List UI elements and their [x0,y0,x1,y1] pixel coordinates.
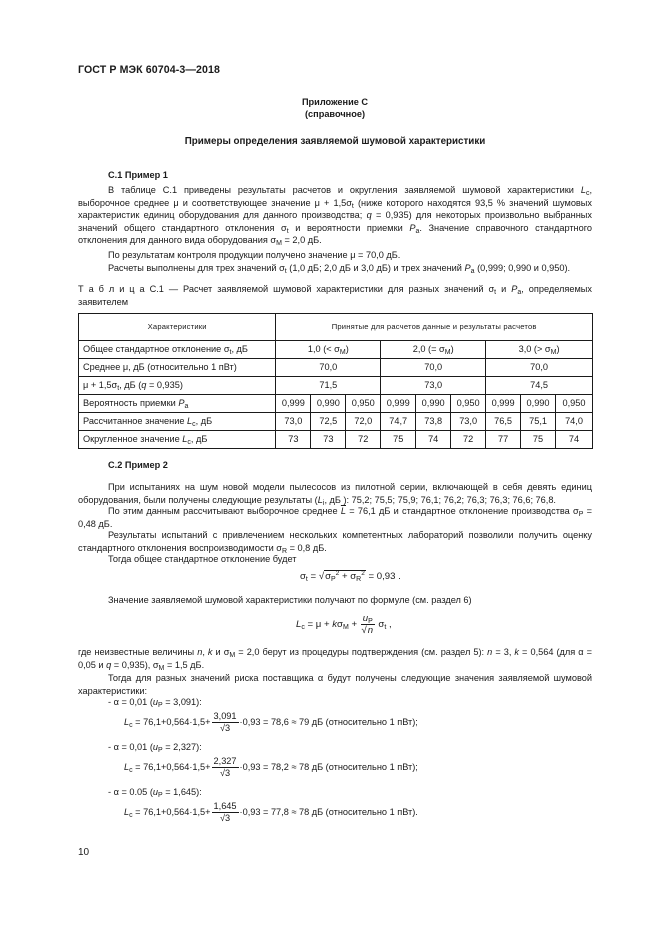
section-2-paragraph-2: По этим данным рассчитывают выборочное среднее $\overline{L} = 76,1$ дБ и стандартное отклонение производства $\sigma_P = 0,48$ дБ. [78,506,592,529]
table-cell: 1,0 (< $\sigma_M$) [276,341,381,359]
table-cell: 75,1 [521,413,556,431]
section-2-paragraph-7: Тогда для разных значений риска поставщика α будут получены следующие значения заявляемой шумовой характеристики: [78,673,592,696]
table-cell: 0,990 [521,395,556,413]
table-cell: 72 [451,431,486,449]
table-cell: 0,990 [311,395,346,413]
table-cell: 73,8 [416,413,451,431]
case-1-formula: $L_c = 76,1+0,564\cdot 1,5+$ $\frac{3,091}{√3}$ ·0,93 = 78,6 ≈ 79 дБ (относительно 1 пВт); [124,711,418,733]
formula-total-sigma: $\sigma_t = √\sigma_P^2 + \sigma_R^2 = 0,93$ . [300,570,401,583]
table-header-row [79,314,593,341]
section-1-title: С.1 Пример 1 [108,170,168,180]
table-row-label: Среднее μ, дБ (относительно 1 пВт) [79,359,276,377]
formula-declared-value: $L_c = \mu + k\sigma_M$ + $\frac{u_P}{√n}$ $\sigma_t$ , [296,613,392,636]
case-2-label: - α = 0,01 $(u_P = 2,327)$: [108,742,202,754]
table-cell: 0,950 [451,395,486,413]
table-row [79,413,593,431]
table-row-label: Округленное значение $L_c$, дБ [79,431,276,449]
table-cell: 75 [521,431,556,449]
appendix-heading: Примеры определения заявляемой шумовой характеристики [184,136,486,147]
table-cell: 70,0 [486,359,593,377]
table-row-label: $\mu + 1,5\sigma_t$, дБ (q = 0,935) [79,377,276,395]
table-row [79,341,593,359]
table-cell: 0,999 [276,395,311,413]
fraction: $\frac{2,327}{√3}$ [213,756,237,778]
sqrt-symbol: $√\sigma_P^2 + \sigma_R^2$ [318,570,365,583]
section-1-paragraph-2: По результатам контроля продукции получено значение μ = 70,0 дБ. [108,250,401,260]
appendix-title: Приложение С [301,97,369,107]
table-cell: 72 [346,431,381,449]
case-3-formula: $L_c = 76,1+0,564\cdot 1,5+$ $\frac{1,645}{√3}$ ·0,93 = 77,8 ≈ 78 дБ (относительно 1 пВт). [124,801,418,823]
table-row-label: Общее стандартное отклонение $\sigma_t$, дБ [79,341,276,359]
table-cell: 71,5 [276,377,381,395]
table-row [79,395,593,413]
section-1-paragraph-1: В таблице С.1 приведены результаты расчетов и округления заявляемой шумовой характеристики $L_c$, выборочное среднее μ и соответствующее значение $\mu + 1,5\sigma_t$ (ниже которого находятся 93,5 % значений шумовых характеристик единиц оборудования для данного производства; q = 0,935) для некоторых произвольно выбранных значений общего стандартного отклонения $\sigma_t$ и вероятности приемки $P_a$. Значение справочного стандартного отклонения для данного вида оборудования $\sigma_M = 2,0$ дБ. [78,185,593,248]
section-2-paragraph-1: При испытаниях на шум новой модели пылесосов из пилотной серии, включающей в себя девять единиц оборудования, были получены следующие результаты ($L_i$, дБ ): 75,2; 75,5; 75,9; 76,1; 76,2; 76,3; 76,3; 76,6; 76,8. [78,482,592,507]
table-cell: 77 [486,431,521,449]
table-cell: 76,5 [486,413,521,431]
fraction: $\frac{1,645}{√3}$ [213,801,237,823]
table-cell: 74 [556,431,593,449]
page-number: 10 [78,847,90,858]
table-row [79,377,593,395]
case-3-label: - α = 0.05 $(u_P = 1,645)$: [108,787,202,799]
table-cell: 72,0 [346,413,381,431]
section-1-paragraph-3: Расчеты выполнены для трех значений $\sigma_t$ (1,0 дБ; 2,0 дБ и 3,0 дБ) и трех значений $P_a$ (0,999; 0,990 и 0,950). [108,263,571,275]
section-2-paragraph-5: Значение заявляемой шумовой характеристики получают по формуле (см. раздел 6) [108,595,472,605]
table-cell: 73,0 [381,377,486,395]
results-table [78,313,593,449]
table-cell: 70,0 [276,359,381,377]
table-cell: 74,0 [556,413,593,431]
table-cell: 73 [311,431,346,449]
section-2-paragraph-6: где неизвестные величины n, k и $\sigma_M = 2,0$ берут из процедуры подтверждения (см. раздел 5): n = 3, k = 0,564 (для α = 0,05 и q = 0,935), $\sigma_M = 1,5$ дБ. [78,647,592,672]
table-cell: 0,999 [486,395,521,413]
section-2-paragraph-4: Тогда общее стандартное отклонение будет [108,554,297,564]
table-row [79,359,593,377]
table-cell: 74 [416,431,451,449]
standard-header: ГОСТ Р МЭК 60704-3—2018 [78,64,221,76]
table-cell: 73,0 [276,413,311,431]
fraction: $\frac{3,091}{√3}$ [213,711,237,733]
table-cell: 0,999 [381,395,416,413]
table-cell: 0,950 [346,395,381,413]
table-cell: 74,7 [381,413,416,431]
table-cell: 0,950 [556,395,593,413]
table-row-label: Рассчитанное значение $L_c$, дБ [79,413,276,431]
appendix-subtitle: (справочное) [304,109,365,119]
section-2-paragraph-3: Результаты испытаний с привлечением нескольких компетентных лабораторий позволили получить оценку стандартного отклонения воспроизводимости $\sigma_R = 0,8$ дБ. [78,530,592,555]
case-2-formula: $L_c = 76,1+0,564\cdot 1,5+$ $\frac{2,327}{√3}$ ·0,93 = 78,2 ≈ 78 дБ (относительно 1 пВт); [124,756,418,778]
table-caption: Т а б л и ц а С.1 — Расчет заявляемой шумовой характеристики для разных значений $\sigma_t$ и $P_a$, определяемых заявителем [78,284,592,307]
table-header-characteristics: Характеристики [79,314,276,341]
table-row [79,431,593,449]
table-cell: 2,0 (= $\sigma_M$) [381,341,486,359]
table-cell: 75 [381,431,416,449]
table-header-data: Принятые для расчетов данные и результаты расчетов [276,314,593,341]
table-cell: 3,0 (> $\sigma_M$) [486,341,593,359]
table-cell: 73,0 [451,413,486,431]
section-2-title: С.2 Пример 2 [108,460,168,470]
table-cell: 0,990 [416,395,451,413]
table-cell: 70,0 [381,359,486,377]
table-cell: 74,5 [486,377,593,395]
table-cell: 72,5 [311,413,346,431]
case-1-label: - α = 0,01 $(u_P = 3,091)$: [108,697,202,709]
table-row-label: Вероятность приемки $P_a$ [79,395,276,413]
fraction: $\frac{u_P}{√n}$ [361,613,374,636]
table-cell: 73 [276,431,311,449]
